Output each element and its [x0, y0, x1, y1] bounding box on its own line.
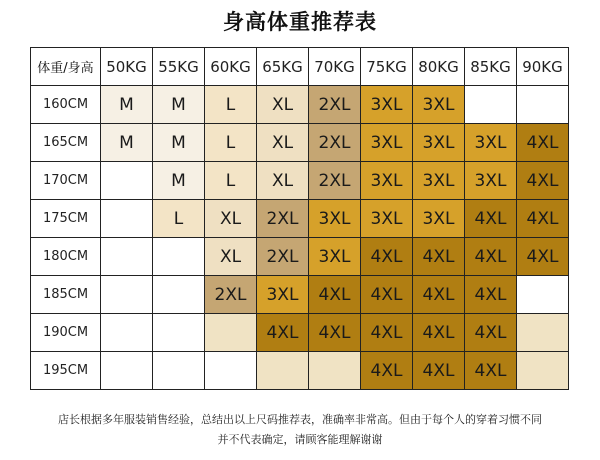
size-cell: 3XL [413, 200, 465, 238]
note-line-2: 并不代表确定，请顾客能理解谢谢 [217, 433, 383, 446]
weight-header: 75KG [361, 48, 413, 86]
size-cell: 4XL [361, 352, 413, 390]
weight-header: 60KG [205, 48, 257, 86]
height-label: 175CM [31, 200, 101, 238]
size-cell: 4XL [465, 200, 517, 238]
size-cell: 4XL [517, 238, 569, 276]
size-cell: M [153, 124, 205, 162]
size-cell: XL [205, 200, 257, 238]
size-cell [153, 238, 205, 276]
table-row [31, 276, 569, 314]
size-cell: XL [205, 238, 257, 276]
size-cell: 4XL [465, 352, 517, 390]
size-cell: XL [257, 124, 309, 162]
size-cell: 2XL [205, 276, 257, 314]
size-cell: 2XL [257, 200, 309, 238]
size-cell: XL [257, 162, 309, 200]
size-cell: L [205, 162, 257, 200]
size-cell: 4XL [517, 124, 569, 162]
size-cell: 4XL [413, 352, 465, 390]
size-cell [101, 352, 153, 390]
size-cell: 3XL [465, 162, 517, 200]
size-cell [517, 314, 569, 352]
table-row [31, 124, 569, 162]
header-row [31, 48, 569, 86]
size-cell: 3XL [413, 86, 465, 124]
size-cell [153, 276, 205, 314]
size-cell [465, 86, 517, 124]
size-cell: XL [257, 86, 309, 124]
size-cell [101, 200, 153, 238]
size-cell: 4XL [361, 314, 413, 352]
size-cell: 4XL [465, 314, 517, 352]
size-cell: 4XL [309, 314, 361, 352]
size-cell: L [205, 124, 257, 162]
height-label: 170CM [31, 162, 101, 200]
size-chart-table [30, 47, 569, 390]
size-cell: 2XL [309, 124, 361, 162]
size-cell [101, 276, 153, 314]
size-cell [517, 352, 569, 390]
size-cell: 3XL [257, 276, 309, 314]
size-cell: 3XL [413, 124, 465, 162]
size-cell [153, 352, 205, 390]
size-cell: M [153, 162, 205, 200]
size-cell: L [153, 200, 205, 238]
size-cell: 3XL [361, 200, 413, 238]
size-cell [101, 162, 153, 200]
table-row [31, 238, 569, 276]
size-cell: 4XL [361, 238, 413, 276]
size-cell [101, 238, 153, 276]
weight-header: 70KG [309, 48, 361, 86]
size-cell: 3XL [413, 162, 465, 200]
height-label: 180CM [31, 238, 101, 276]
size-cell [153, 314, 205, 352]
weight-header: 50KG [101, 48, 153, 86]
size-cell: 4XL [517, 162, 569, 200]
size-cell: 3XL [361, 86, 413, 124]
size-cell: 4XL [465, 238, 517, 276]
size-cell: 4XL [309, 276, 361, 314]
height-label: 190CM [31, 314, 101, 352]
corner-header: 体重/身高 [31, 48, 101, 86]
size-cell [101, 314, 153, 352]
table-row [31, 352, 569, 390]
size-cell: 4XL [361, 276, 413, 314]
size-cell: 3XL [309, 200, 361, 238]
weight-header: 80KG [413, 48, 465, 86]
size-cell [257, 352, 309, 390]
size-cell: 4XL [413, 314, 465, 352]
note-line-1: 店长根据多年服装销售经验，总结出以上尺码推荐表，准确率非常高。但由于每个人的穿着习惯不同 [58, 413, 542, 426]
size-cell: 3XL [361, 124, 413, 162]
weight-header: 85KG [465, 48, 517, 86]
size-cell: L [205, 86, 257, 124]
size-cell: 3XL [465, 124, 517, 162]
table-row [31, 200, 569, 238]
size-cell: 3XL [309, 238, 361, 276]
size-cell: 3XL [361, 162, 413, 200]
height-label: 195CM [31, 352, 101, 390]
size-cell [517, 276, 569, 314]
size-cell [205, 352, 257, 390]
weight-header: 90KG [517, 48, 569, 86]
table-row [31, 86, 569, 124]
size-cell: M [101, 86, 153, 124]
height-label: 185CM [31, 276, 101, 314]
table-row [31, 314, 569, 352]
size-cell: 4XL [257, 314, 309, 352]
size-cell: 2XL [309, 86, 361, 124]
size-cell: M [101, 124, 153, 162]
weight-header: 65KG [257, 48, 309, 86]
size-cell: M [153, 86, 205, 124]
size-cell: 2XL [309, 162, 361, 200]
weight-header: 55KG [153, 48, 205, 86]
height-label: 165CM [31, 124, 101, 162]
size-cell: 4XL [465, 276, 517, 314]
table-row [31, 162, 569, 200]
size-cell [205, 314, 257, 352]
height-label: 160CM [31, 86, 101, 124]
page-title: 身高体重推荐表 [223, 10, 377, 34]
size-cell [309, 352, 361, 390]
size-cell: 4XL [517, 200, 569, 238]
size-cell: 4XL [413, 276, 465, 314]
size-cell: 4XL [413, 238, 465, 276]
size-cell [517, 86, 569, 124]
size-cell: 2XL [257, 238, 309, 276]
